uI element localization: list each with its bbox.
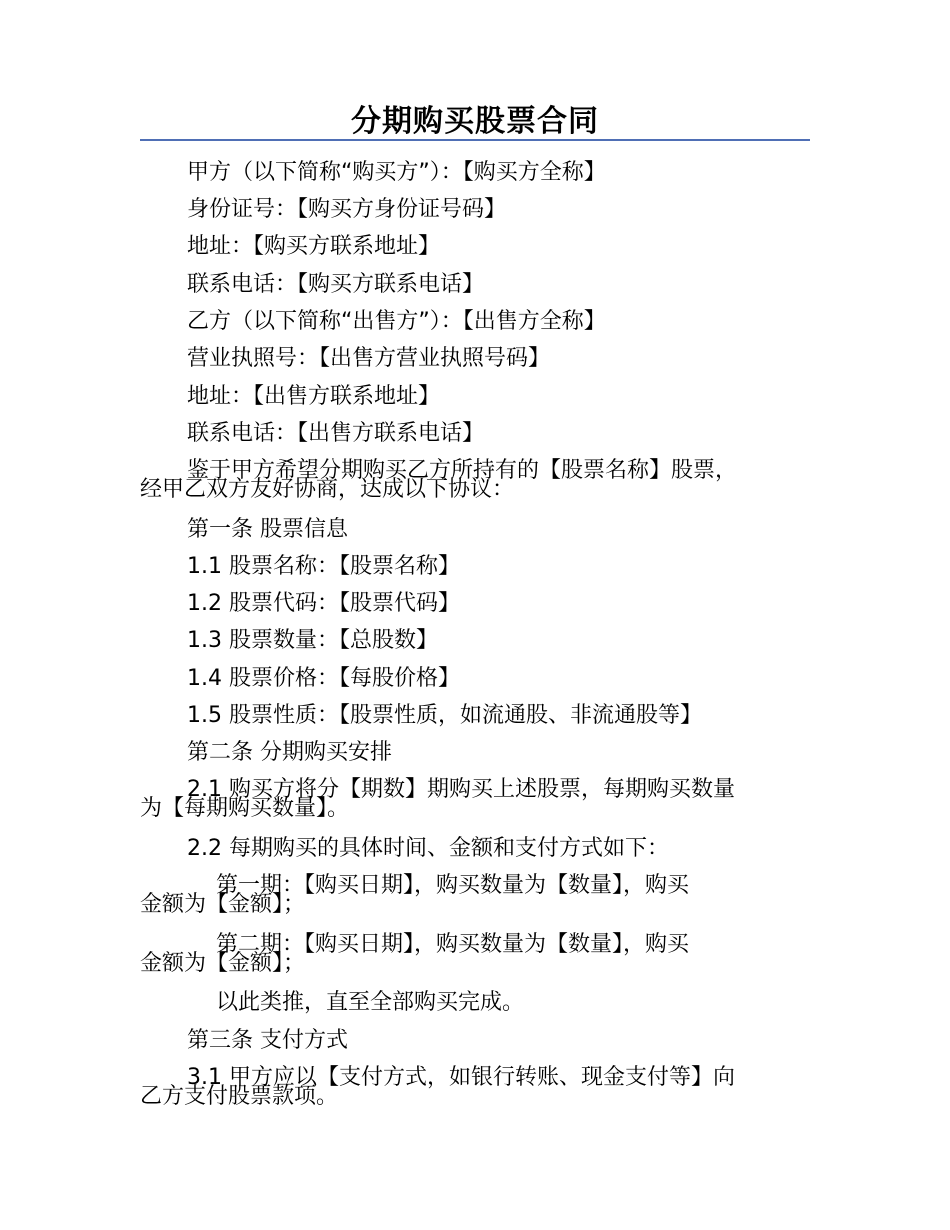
article-1-item: 1.5 股票性质：【股票性质，如流通股、非流通股等】: [187, 703, 702, 728]
buyer-phone-line: 联系电话：【购买方联系电话】: [187, 272, 485, 297]
article-1-heading: 第一条 股票信息: [187, 517, 348, 542]
preamble-line-2: 经甲乙双方友好协商，达成以下协议：: [140, 477, 515, 502]
article-1-item: 1.4 股票价格：【每股价格】: [187, 666, 460, 691]
period-1-paragraph: [140, 875, 810, 916]
title-underline: [140, 139, 810, 141]
clause-2-1-paragraph: [140, 779, 810, 820]
period-1-line-1: 第一期：【购买日期】，购买数量为【数量】，购买: [216, 873, 690, 898]
seller-name-line: 乙方（以下简称“出售方”）：【出售方全称】: [187, 309, 606, 334]
preamble-paragraph: [140, 460, 810, 501]
article-1-item: 1.3 股票数量：【总股数】: [187, 628, 438, 653]
seller-phone-line: 联系电话：【出售方联系电话】: [187, 421, 485, 446]
article-1-item: 1.1 股票名称：【股票名称】: [187, 554, 460, 579]
document-title: 分期购买股票合同: [351, 104, 599, 139]
clause-2-1-line-1: 2.1 购买方将分【期数】期购买上述股票，每期购买数量: [187, 777, 735, 802]
period-2-line-1: 第二期：【购买日期】，购买数量为【数量】，购买: [216, 932, 690, 957]
period-2-paragraph: [140, 934, 810, 975]
clause-3-1-paragraph: [140, 1067, 810, 1108]
clause-3-1-line-2: 乙方支付股票款项。: [140, 1084, 339, 1109]
article-2-heading: 第二条 分期购买安排: [187, 740, 392, 765]
seller-license-line: 营业执照号：【出售方营业执照号码】: [187, 346, 551, 371]
period-1-line-2: 金额为【金额】；: [140, 892, 306, 917]
preamble-line-1: 鉴于甲方希望分期购买乙方所持有的【股票名称】股票，: [187, 458, 738, 483]
clause-2-2-line: 2.2 每期购买的具体时间、金额和支付方式如下：: [187, 836, 669, 861]
clause-2-1-line-2: 为【每期购买数量】。: [140, 796, 350, 821]
buyer-name-line: 甲方（以下简称“购买方”）：【购买方全称】: [187, 160, 606, 185]
buyer-address-line: 地址：【购买方联系地址】: [187, 234, 441, 259]
article-1-item: 1.2 股票代码：【股票代码】: [187, 591, 460, 616]
seller-address-line: 地址：【出售方联系地址】: [187, 384, 441, 409]
period-2-line-2: 金额为【金额】；: [140, 951, 306, 976]
continuation-line: 以此类推，直至全部购买完成。: [216, 990, 525, 1015]
buyer-id-line: 身份证号：【购买方身份证号码】: [187, 197, 507, 222]
article-3-heading: 第三条 支付方式: [187, 1028, 348, 1053]
clause-3-1-line-1: 3.1 甲方应以【支付方式，如银行转账、现金支付等】向: [187, 1065, 735, 1090]
